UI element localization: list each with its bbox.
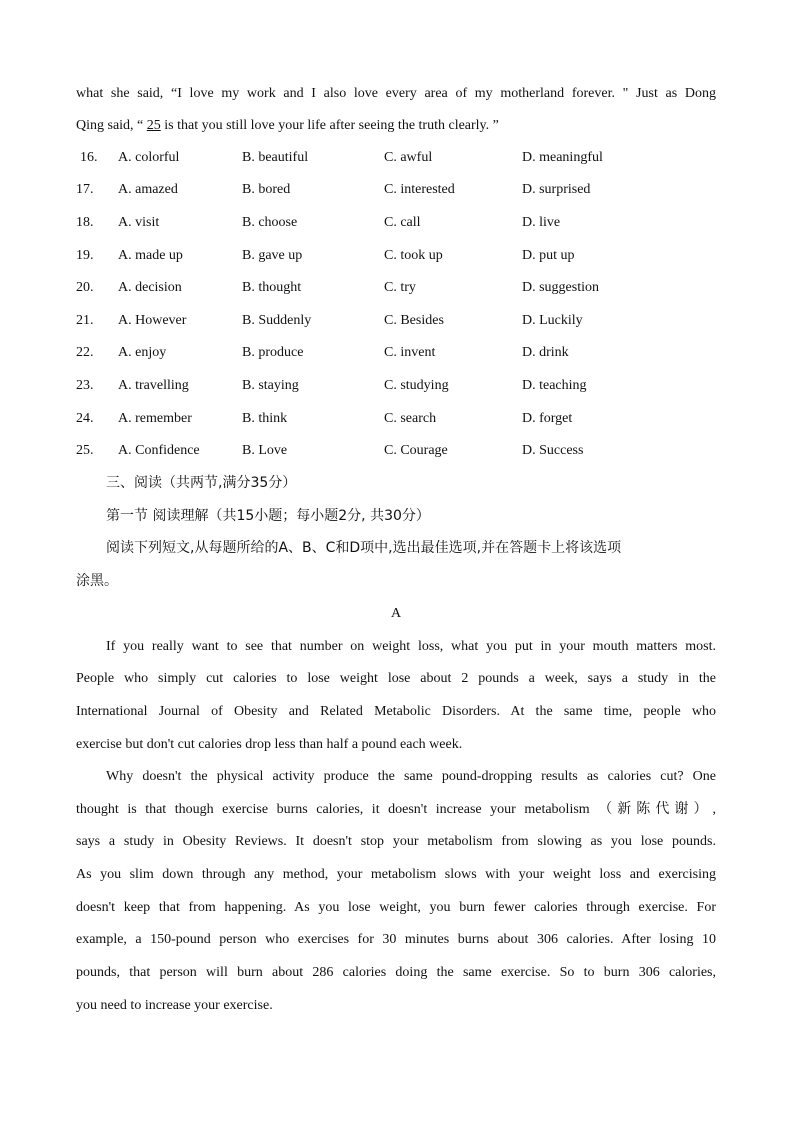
question-18 (76, 213, 716, 233)
option-b: B. choose (242, 215, 298, 230)
paragraph-line: People who simply cut calories to lose weight lose about 2 pounds a week, says a study in the (76, 671, 716, 686)
option-a: A. However (118, 313, 187, 328)
option-c: C. studying (384, 378, 449, 393)
blank-25: 25 (146, 118, 161, 133)
option-b: B. Suddenly (242, 313, 312, 328)
option-b: B. Love (242, 443, 288, 458)
intro-line-2-after: is that you still love your life after seeing the truth clearly. ” (160, 118, 499, 133)
paragraph-line: International Journal of Obesity and Related Metabolic Disorders. At the same time, people who (76, 704, 716, 719)
option-d: D. drink (522, 345, 569, 360)
instructions-line-2: 涂黑。 (76, 573, 118, 589)
option-d: D. put up (522, 248, 575, 263)
option-c: C. Besides (384, 313, 444, 328)
question-number: 19. (76, 248, 94, 263)
option-d: D. forget (522, 411, 573, 426)
option-d: D. Luckily (522, 313, 583, 328)
option-d: D. Success (522, 443, 584, 458)
option-a: A. travelling (118, 378, 189, 393)
paragraph-line: example, a 150-pound person who exercises for 30 minutes burns about 306 calories. After losing 10 (76, 932, 716, 947)
option-c: C. awful (384, 150, 433, 165)
option-a: A. remember (118, 411, 192, 426)
option-c: C. call (384, 215, 421, 230)
option-b: B. gave up (242, 248, 303, 263)
question-number: 20. (76, 280, 94, 295)
paragraph-line: thought is that though exercise burns calories, it doesn't increase your metabolism （新陈代谢）, (76, 802, 716, 817)
option-a: A. visit (118, 215, 160, 230)
paragraph-line: If you really want to see that number on weight loss, what you put in your mouth matters most. (106, 639, 716, 654)
paragraph-line: Why doesn't the physical activity produce the same pound-dropping results as calories cut? One (106, 769, 716, 784)
paragraph-line: you need to increase your exercise. (76, 998, 273, 1013)
option-a: A. decision (118, 280, 182, 295)
subsection-title: 第一节 阅读理解（共15小题；每小题2分, 共30分） (106, 508, 430, 524)
option-b: B. produce (242, 345, 304, 360)
passage-label: A (390, 606, 402, 621)
paragraph-line: As you slim down through any method, your metabolism slows with your weight loss and exercising (76, 867, 716, 882)
question-number: 25. (76, 443, 94, 458)
question-number: 21. (76, 313, 94, 328)
option-d: D. meaningful (522, 150, 603, 165)
option-b: B. think (242, 411, 288, 426)
instructions-line-1: 阅读下列短文,从每题所给的A、B、C和D项中,选出最佳选项,并在答题卡上将该选项 (106, 540, 622, 556)
option-a: A. colorful (118, 150, 180, 165)
option-c: C. interested (384, 182, 455, 197)
intro-line-2 (76, 116, 716, 136)
option-c: C. search (384, 411, 437, 426)
question-20 (76, 278, 716, 298)
question-number: 16. (80, 150, 98, 165)
option-c: C. Courage (384, 443, 448, 458)
option-c: C. took up (384, 248, 443, 263)
option-a: A. Confidence (118, 443, 200, 458)
question-19 (76, 246, 716, 266)
option-b: B. staying (242, 378, 299, 393)
paragraph-line: says a study in Obesity Reviews. It doesn't stop your metabolism from slowing as you lose pounds. (76, 834, 716, 849)
option-d: D. suggestion (522, 280, 599, 295)
question-17 (76, 180, 716, 200)
paragraph-line: exercise but don't cut calories drop less than half a pound each week. (76, 737, 463, 752)
question-number: 17. (76, 182, 94, 197)
intro-line-2-before: Qing said, “ (76, 118, 147, 133)
question-number: 23. (76, 378, 94, 393)
question-number: 24. (76, 411, 94, 426)
paragraph-line: pounds, that person will burn about 286 calories doing the same exercise. So to burn 306 calories, (76, 965, 716, 980)
option-d: D. teaching (522, 378, 587, 393)
question-16 (76, 148, 716, 168)
question-21 (76, 311, 716, 331)
question-number: 18. (76, 215, 94, 230)
question-23 (76, 376, 716, 396)
question-22 (76, 343, 716, 363)
intro-line-1: what she said, “I love my work and I also love every area of my motherland forever. " Just as Dong (76, 86, 716, 101)
option-d: D. surprised (522, 182, 591, 197)
question-number: 22. (76, 345, 94, 360)
option-b: B. thought (242, 280, 302, 295)
option-a: A. enjoy (118, 345, 167, 360)
option-b: B. beautiful (242, 150, 309, 165)
question-24 (76, 409, 716, 429)
option-c: C. invent (384, 345, 436, 360)
option-a: A. made up (118, 248, 183, 263)
option-d: D. live (522, 215, 561, 230)
section-title: 三、阅读（共两节,满分35分） (106, 475, 297, 491)
option-a: A. amazed (118, 182, 178, 197)
option-c: C. try (384, 280, 416, 295)
question-25 (76, 441, 716, 461)
option-b: B. bored (242, 182, 291, 197)
paragraph-line: doesn't keep that from happening. As you lose weight, you burn fewer calories through exercise. For (76, 900, 716, 915)
